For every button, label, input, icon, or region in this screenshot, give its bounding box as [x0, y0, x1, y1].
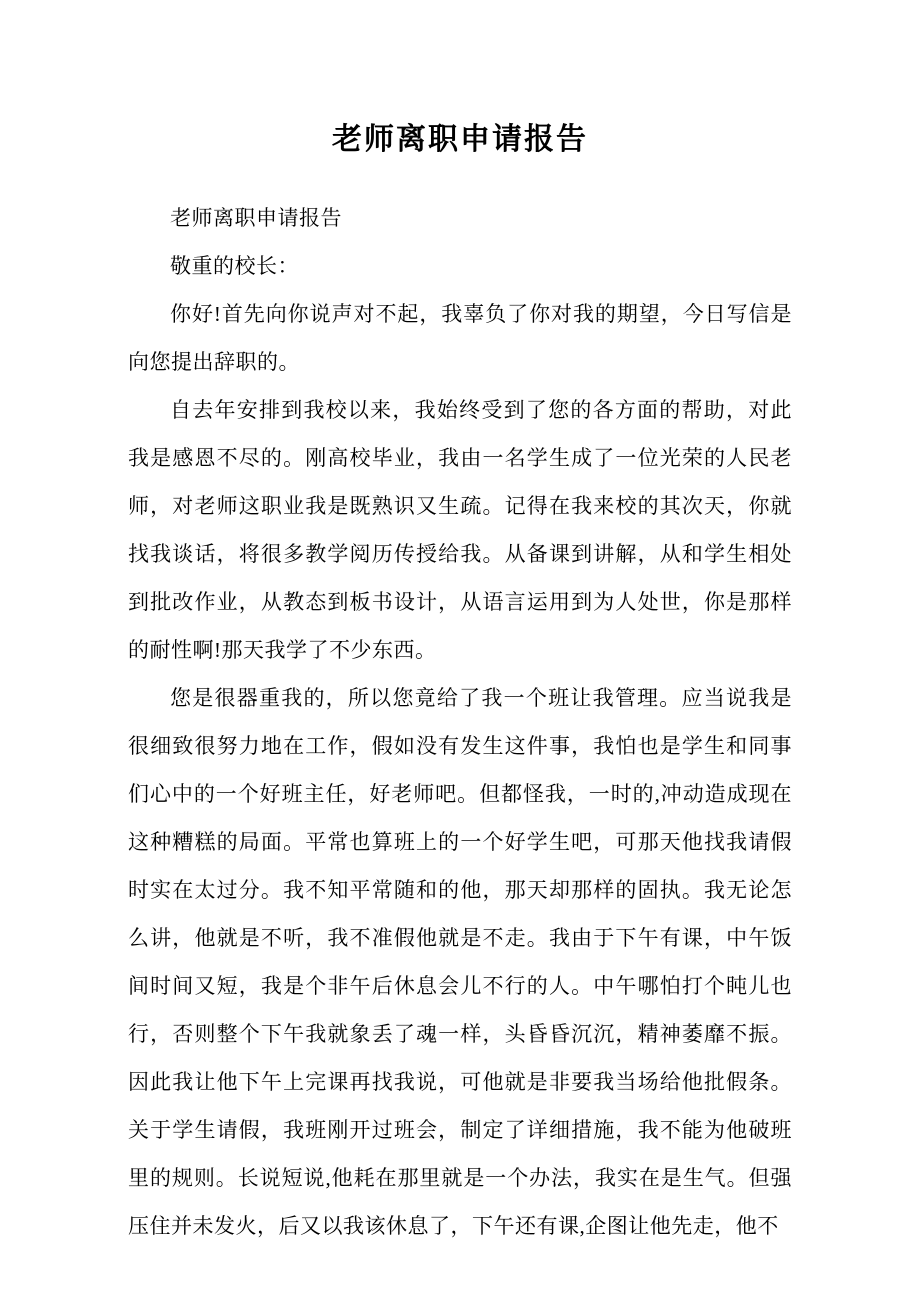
- paragraph-opening: 你好!首先向你说声对不起，我辜负了你对我的期望，今日写信是向您提出辞职的。: [128, 302, 792, 374]
- document-title: 老师离职申请报告: [332, 123, 588, 156]
- paragraph-salutation: 敬重的校长：: [170, 254, 299, 278]
- paragraph-subtitle: 老师离职申请报告: [170, 206, 342, 230]
- paragraph-body-2: 您是很器重我的，所以您竟给了我一个班让我管理。应当说我是很细致很努力地在工作，假如没有发生这件事，我怕也是学生和同事们心中的一个好班主任，好老师吧。但都怪我，一时的,冲动造成现在这种糟糕的局面。平常也算班上的一个好学生吧，可那天他找我请假时实在太过分。我不知平常随和的他，那天却那样的固执。我无论怎么讲，他就是不听，我不准假他就是不走。我由于下午有课，中午饭间时间又短，我是个非午后休息会儿不行的人。中午哪怕打个盹儿也行，否则整个下午我就象丢了魂一样，头昏昏沉沉，精神萎靡不振。因此我让他下午上完课再找我说，可他就是非要我当场给他批假条。关于学生请假，我班刚开过班会，制定了详细措施，我不能为他破班里的规则。长说短说,他耗在那里就是一个办法，我实在是生气。但强压住并未发火，后又以我该休息了，下午还有课,企图让他先走，他不: [128, 686, 792, 1238]
- paragraph-body-1: 自去年安排到我校以来，我始终受到了您的各方面的帮助，对此我是感恩不尽的。刚高校毕业，我由一名学生成了一位光荣的人民老师，对老师这职业我是既熟识又生疏。记得在我来校的其次天，你就找我谈话，将很多教学阅历传授给我。从备课到讲解，从和学生相处到批改作业，从教态到板书设计，从语言运用到为人处世，你是那样的耐性啊!那天我学了不少东西。: [128, 398, 792, 662]
